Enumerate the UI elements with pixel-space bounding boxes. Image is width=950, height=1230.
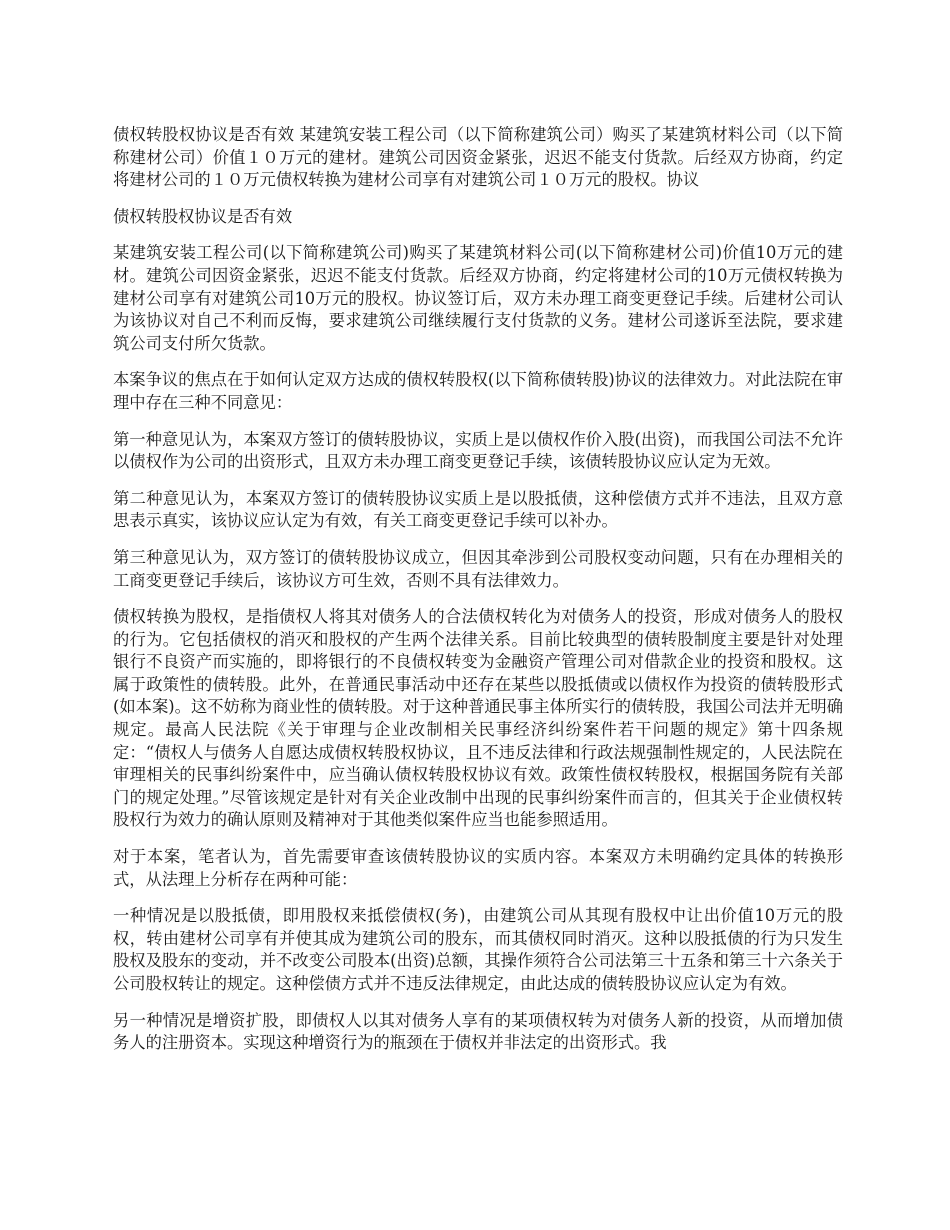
- opinion-two-paragraph: 第二种意见认为，本案双方签订的债转股协议实质上是以股抵债，这种偿债方式并不违法，且双方意思表示真实，该协议应认定为有效，有关工商变更登记手续可以补办。: [113, 488, 843, 531]
- scenario-one-paragraph: 一种情况是以股抵债，即用股权来抵偿债权(务)，由建筑公司从其现有股权中让出价值10万元的股权，转由建材公司享有并使其成为建筑公司的股东，而其债权同时消灭。这种以股抵债的行为只发生股权及股东的变动，并不改变公司股本(出资)总额，其操作须符合公司法第三十五条和第三十六条关于公司股权转让的规定。这种偿债方式并不违反法律规定，由此达成的债转股协议应认定为有效。: [113, 906, 843, 993]
- opinion-one-paragraph: 第一种意见认为，本案双方签订的债转股协议，实质上是以债权作价入股(出资)，而我国公司法不允许以债权作为公司的出资形式，且双方未办理工商变更登记手续，该债转股协议应认定为无效。: [113, 429, 843, 472]
- definition-paragraph: 债权转换为股权，是指债权人将其对债务人的合法债权转化为对债务人的投资，形成对债务人的股权的行为。它包括债权的消灭和股权的产生两个法律关系。目前比较典型的债转股制度主要是针对处理银行不良资产而实施的，即将银行的不良债权转变为金融资产管理公司对借款企业的投资和股权。这属于政策性的债转股。此外，在普通民事活动中还存在某些以股抵债或以债权作为投资的债转股形式(如本案)。这不妨称为商业性的债转股。对于这种普通民事主体所实行的债转股，我国公司法并无明确规定。最高人民法院《关于审理与企业改制相关民事经济纠纷案件若干问题的规定》第十四条规定：“债权人与债务人自愿达成债权转股权协议，且不违反法律和行政法规强制性规定的，人民法院在审理相关的民事纠纷案件中，应当确认债权转股权协议有效。政策性债权转股权，根据国务院有关部门的规定处理。”尽管该规定是针对有关企业改制中出现的民事纠纷案件而言的，但其关于企业债权转股权行为效力的确认原则及精神对于其他类似案件应当也能参照适用。: [113, 607, 843, 830]
- author-view-paragraph: 对于本案，笔者认为，首先需要审查该债转股协议的实质内容。本案双方未明确约定具体的转换形式，从法理上分析存在两种可能：: [113, 847, 843, 889]
- opinion-three-paragraph: 第三种意见认为，双方签订的债转股协议成立，但因其牵涉到公司股权变动问题，只有在办理相关的工商变更登记手续后，该协议方可生效，否则不具有法律效力。: [113, 547, 843, 590]
- dispute-focus-paragraph: 本案争议的焦点在于如何认定双方达成的债权转股权(以下简称债转股)协议的法律效力。对此法院在审理中存在三种不同意见：: [113, 370, 843, 412]
- article-title: 债权转股权协议是否有效: [113, 206, 293, 226]
- case-facts-paragraph: 某建筑安装工程公司(以下简称建筑公司)购买了某建筑材料公司(以下简称建材公司)价值10万元的建材。建筑公司因资金紧张，迟迟不能支付货款。后经双方协商，约定将建材公司的10万元债权转换为建材公司享有对建筑公司10万元的股权。协议签订后，双方未办理工商变更登记手续。后建材公司认为该协议对自己不利而反悔，要求建筑公司继续履行支付货款的义务。建材公司遂诉至法院，要求建筑公司支付所欠货款。: [113, 243, 843, 353]
- intro-paragraph: 债权转股权协议是否有效 某建筑安装工程公司（以下简称建筑公司）购买了某建筑材料公司（以下简称建材公司）价值１０万元的建材。建筑公司因资金紧张，迟迟不能支付货款。后经双方协商，约定将建材公司的１０万元债权转换为建材公司享有对建筑公司１０万元的股权。协议: [113, 125, 843, 190]
- document-body: [113, 124, 843, 1069]
- scenario-two-paragraph: 另一种情况是增资扩股，即债权人以其对债务人享有的某项债权转为对债务人新的投资，从而增加债务人的注册资本。实现这种增资行为的瓶颈在于债权并非法定的出资形式。我: [113, 1010, 843, 1053]
